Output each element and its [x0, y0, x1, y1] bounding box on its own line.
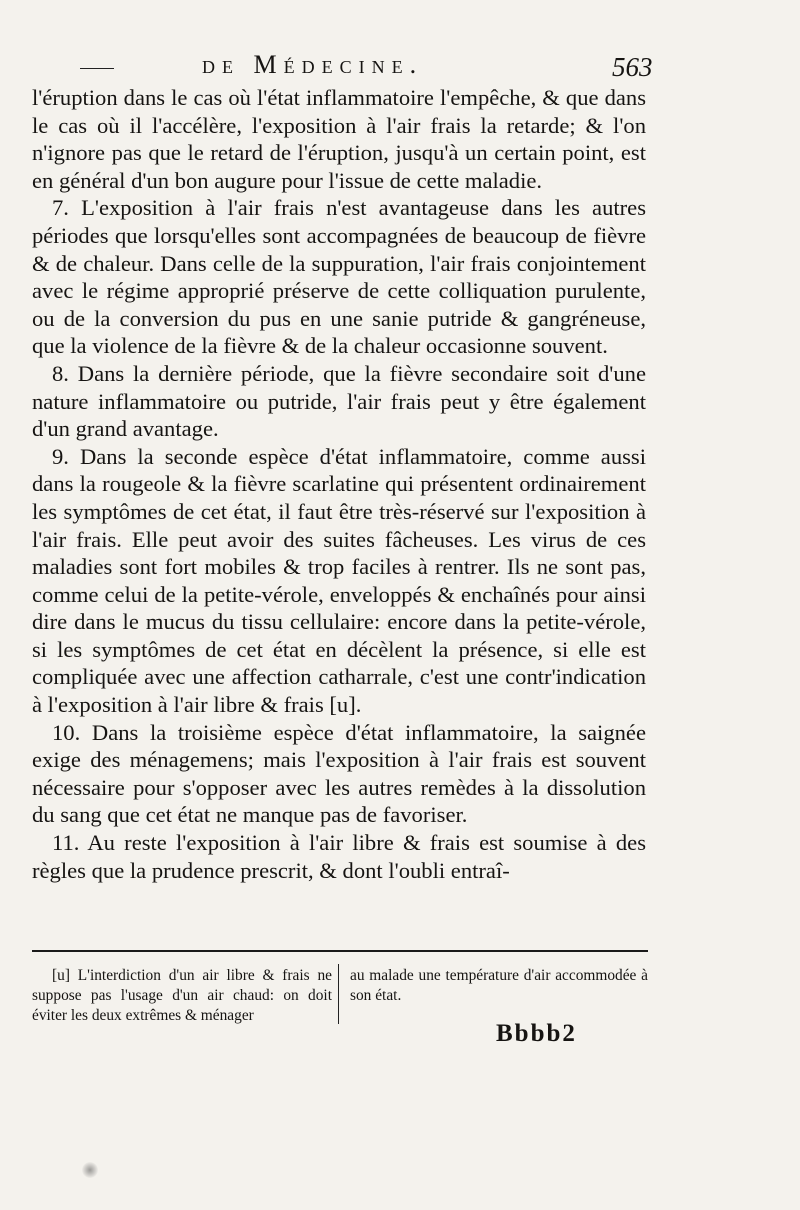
running-title: de Médecine.: [202, 50, 424, 79]
footnote-column-divider: [338, 964, 339, 1024]
paragraph-10: 10. Dans la troisième espèce d'état inflammatoire, la saignée exige des ménagemens; mais l'exposition à l'air frais est souvent nécessaire pour s'opposer avec les autres remèdes à la dissolution du sang que cet état ne manque pas de favoriser.: [32, 719, 646, 828]
paragraph-continuation: l'éruption dans le cas où l'état inflammatoire l'empêche, & que dans le cas où il l'accélère, l'exposition à l'air frais la retarde; & l'on n'ignore pas que le retard de l'éruption, jusqu'à un certain point, est en général d'un bon augure pour l'issue de cette maladie.: [32, 85, 646, 193]
paragraph-11: 11. Au reste l'exposition à l'air libre & frais est soumise à des règles que la prudence prescrit, & dont l'oubli entraî-: [32, 830, 646, 883]
paragraph-7: 7. L'exposition à l'air frais n'est avantageuse dans les autres périodes que lorsqu'elles sont accompagnées de beaucoup de fièvre & de chaleur. Dans celle de la suppuration, l'air frais conjointement avec le régime approprié préserve de cette colliquation purulente, ou de la conversion du pus en une sanie putride & gangréneuse, que la violence de la fièvre & de la chaleur occasionne souvent.: [32, 195, 646, 359]
footnote-u-right-column: au malade une température d'air accommodée à son état.: [350, 967, 648, 1004]
page-header: [32, 48, 660, 88]
footnote-rule: [32, 950, 648, 952]
main-text: [32, 84, 646, 884]
ink-smudge: [82, 1162, 98, 1178]
signature-mark: Bbbb2: [496, 1020, 577, 1047]
header-dash: [80, 68, 114, 69]
footnote-u-left-column: [u] L'interdiction d'un air libre & frais ne suppose pas l'usage d'un air chaud: on doit éviter les deux extrêmes & ménager: [32, 967, 332, 1024]
paragraph-9: 9. Dans la seconde espèce d'état inflammatoire, comme aussi dans la rougeole & la fièvre scarlatine qui présentent ordinairement les symptômes de cet état, il faut être très-réservé sur l'exposition à l'air frais. Elle peut avoir des suites fâcheuses. Les virus de ces maladies sont fort mobiles & trop faciles à rentrer. Ils ne sont pas, comme celui de la petite-vérole, enveloppés & enchaînés pour ainsi dire dans le mucus du tissu cellulaire: encore dans la petite-vérole, si les symptômes de cet état en décèlent la présence, si elle est compliquée avec une affection catharrale, c'est une contr'indication à l'exposition à l'air libre & frais [u].: [32, 443, 646, 718]
page-number: 563: [612, 52, 653, 82]
paragraph-8: 8. Dans la dernière période, que la fièvre secondaire soit d'une nature inflammatoire ou putride, l'air frais peut y être également d'un grand avantage.: [32, 360, 646, 442]
